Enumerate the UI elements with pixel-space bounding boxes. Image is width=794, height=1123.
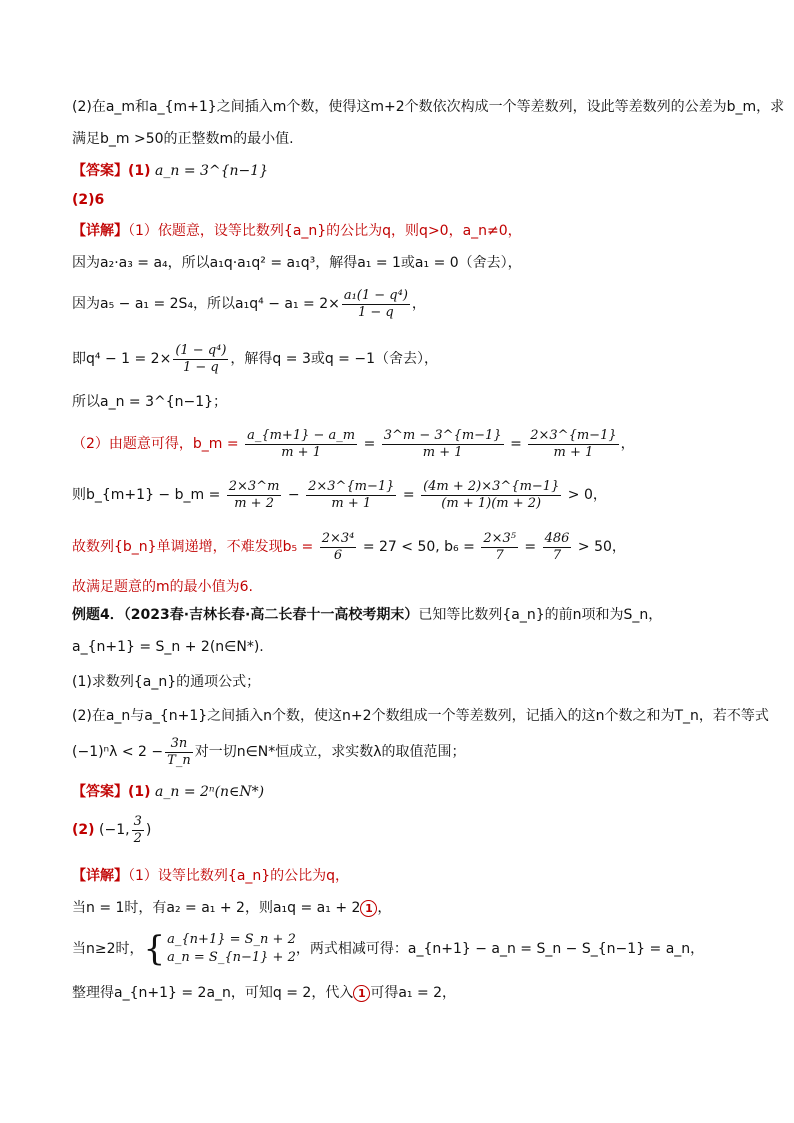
fraction-numerator: 2×3^{m−1} [530, 427, 617, 443]
detail-s3-pre: 因为a₅ − a₁ = 2S₄，所以a₁q⁴ − a₁ = 2× [72, 296, 340, 312]
example4-source: （2023春·吉林长春·高二长春十一高校考期末） [123, 607, 419, 623]
left-brace-icon: { [143, 929, 166, 969]
example4-heading [72, 605, 732, 625]
circled-one-icon: 1 [360, 900, 377, 917]
part2-line2: 满足b_m >50的正整数m的最小值. [72, 131, 294, 147]
example4-d4-post: 可得a₁ = 2， [370, 985, 457, 1001]
detail-s4-post: ，解得q = 3或q = −1（舍去）， [230, 351, 439, 367]
system-eq-2: a_n = S_{n−1} + 2 [167, 950, 296, 965]
detail-line-7 [72, 476, 732, 514]
fraction [320, 531, 357, 564]
detail-s7-post: > 0， [567, 487, 607, 503]
example4-d3-post: ，两式相减可得：a_{n+1} − a_n = S_n − S_{n−1} = a_n， [295, 941, 705, 957]
fraction-numerator: 3^m − 3^{m−1} [383, 427, 502, 443]
fraction [165, 736, 193, 769]
fraction-denominator: 1 − q [358, 304, 394, 320]
detail-s4-pre: 即q⁴ − 1 = 2× [72, 351, 172, 367]
fraction-denominator: m + 1 [331, 495, 372, 511]
fraction [421, 479, 561, 512]
fraction [342, 288, 410, 321]
example4-part2-line1: (2)在a_n与a_{n+1}之间插入n个数，使这n+2个数组成一个等差数列，记插入的这n个数之和为T_n，若不等式 [72, 708, 769, 724]
fraction-numerator: (1 − q⁴) [175, 342, 227, 358]
example4-detail-line-4 [72, 983, 732, 1003]
example4-d2-pre: 当n = 1时，有a₂ = a₁ + 2，则a₁q = a₁ + 2 [72, 900, 361, 916]
detail-line-8 [72, 528, 732, 566]
part2-line1: (2)在a_m和a_{m+1}之间插入m个数，使得这m+2个数依次构成一个等差数列，设此等差数列的公差为b_m，求 [72, 99, 785, 115]
example4-part1: (1)求数列{a_n}的通项公式； [72, 674, 261, 690]
detail-line-6 [72, 425, 732, 463]
answer-1-tag: (1) [128, 784, 151, 800]
inequality-pre: (−1)ⁿλ < 2 − [72, 744, 164, 760]
fraction-denominator: T_n [167, 752, 191, 768]
fraction-denominator: 6 [333, 547, 343, 563]
answer-label: 【答案】 [72, 163, 128, 179]
fraction-numerator: 2×3⁵ [483, 530, 516, 546]
detail-s8-mid: = 27 < 50, b₆ = [362, 539, 475, 555]
detail-s1: （1）依题意，设等比数列{a_n}的公比为q，则q>0，a_n≠0， [128, 223, 522, 239]
fraction-numerator: 2×3^m [228, 478, 280, 494]
detail-line-3 [72, 285, 732, 323]
fraction-denominator: 7 [552, 547, 562, 563]
fraction-numerator: a₁(1 − q⁴) [343, 287, 408, 303]
detail-label: 【详解】 [72, 223, 128, 239]
example4-d1: （1）设等比数列{a_n}的公比为q， [128, 868, 350, 884]
fraction [132, 814, 144, 847]
example4-d2-post: ， [377, 900, 392, 916]
answer-1-expr: a_n = 3^{n−1} [155, 163, 269, 179]
fraction-denominator: m + 1 [553, 444, 594, 460]
fraction [481, 531, 518, 564]
fraction-denominator: 2 [133, 830, 142, 846]
equals-sign: = [510, 436, 522, 452]
equals-sign: = [524, 539, 537, 555]
fraction [528, 428, 618, 461]
interval-close: ) [145, 822, 152, 838]
fraction [245, 428, 357, 461]
fraction-numerator: (4m + 2)×3^{m−1} [423, 478, 560, 494]
minus-sign: − [287, 487, 300, 503]
fraction [227, 479, 282, 512]
example4-part2-line2 [72, 733, 732, 771]
fraction [382, 428, 504, 461]
fraction [306, 479, 396, 512]
fraction-numerator: 2×3^{m−1} [308, 478, 395, 494]
example4-detail-line-1 [72, 866, 732, 886]
detail-s7-pre: 则b_{m+1} − b_m = [72, 487, 221, 503]
fraction-denominator: 7 [495, 547, 504, 563]
detail-label: 【详解】 [72, 868, 128, 884]
fraction-denominator: m + 1 [422, 444, 463, 460]
detail-s8-post: > 50， [577, 539, 626, 555]
detail-s8-pre: 故数列{b_n}单调递增，不难发现b₅ = [72, 539, 314, 555]
example4-detail-line-3 [72, 929, 732, 969]
detail-s3-post: ， [411, 296, 426, 312]
example4-detail-line-2 [72, 898, 732, 918]
detail-s6-pre: （2）由题意可得，b_m = [72, 436, 239, 452]
detail-line-4 [72, 340, 732, 378]
example4-question-1: 已知等比数列{a_n}的前n项和为S_n， [418, 607, 663, 623]
equals-sign: = [363, 436, 376, 452]
detail-line-9: 故满足题意的m的最小值为6. [72, 579, 253, 595]
answer-1-expr: a_n = 2ⁿ(n∈N*) [155, 784, 265, 800]
detail-line-2: 因为a₂·a₃ = a₄，所以a₁q·a₁q² = a₁q³，解得a₁ = 1或a₁ = 0（舍去）， [72, 255, 522, 271]
example4-answer-2 [72, 811, 732, 849]
system-eq-1: a_{n+1} = S_n + 2 [167, 932, 296, 947]
fraction-denominator: m + 2 [234, 495, 274, 511]
answer-line [72, 161, 732, 181]
detail-line-5: 所以a_n = 3^{n−1}； [72, 394, 228, 410]
answer-2: (2)6 [72, 192, 105, 208]
inequality-post: 对一切n∈N*恒成立，求实数λ的取值范围； [194, 744, 466, 760]
circled-one-icon: 1 [353, 985, 370, 1002]
fraction-denominator: (m + 1)(m + 2) [441, 495, 542, 511]
detail-line-1 [72, 221, 732, 241]
example4-d3-pre: 当n≥2时， [72, 941, 144, 957]
detail-s6-post: ， [620, 436, 635, 452]
answer-1-tag: (1) [128, 163, 151, 179]
answer-2-tag: (2) [72, 822, 95, 838]
fraction-denominator: m + 1 [281, 444, 321, 460]
example4-answer-line [72, 782, 732, 802]
example4-question-2: a_{n+1} = S_n + 2(n∈N*). [72, 639, 264, 655]
equals-sign: = [402, 487, 415, 503]
fraction [543, 531, 572, 564]
fraction-numerator: 3n [165, 736, 193, 753]
fraction-numerator: 2×3⁴ [321, 530, 355, 546]
equation-system [167, 931, 296, 967]
fraction-numerator: 486 [544, 530, 570, 546]
fraction-numerator: a_{m+1} − a_m [247, 427, 356, 443]
interval-open: (−1, [99, 822, 130, 838]
fraction-denominator: 1 − q [182, 359, 219, 375]
answer-label: 【答案】 [72, 784, 128, 800]
example4-d4-pre: 整理得a_{n+1} = 2a_n，可知q = 2，代入 [72, 985, 354, 1001]
fraction [173, 343, 228, 376]
fraction-numerator: 3 [133, 813, 142, 829]
example4-title: 例题4． [72, 607, 124, 623]
